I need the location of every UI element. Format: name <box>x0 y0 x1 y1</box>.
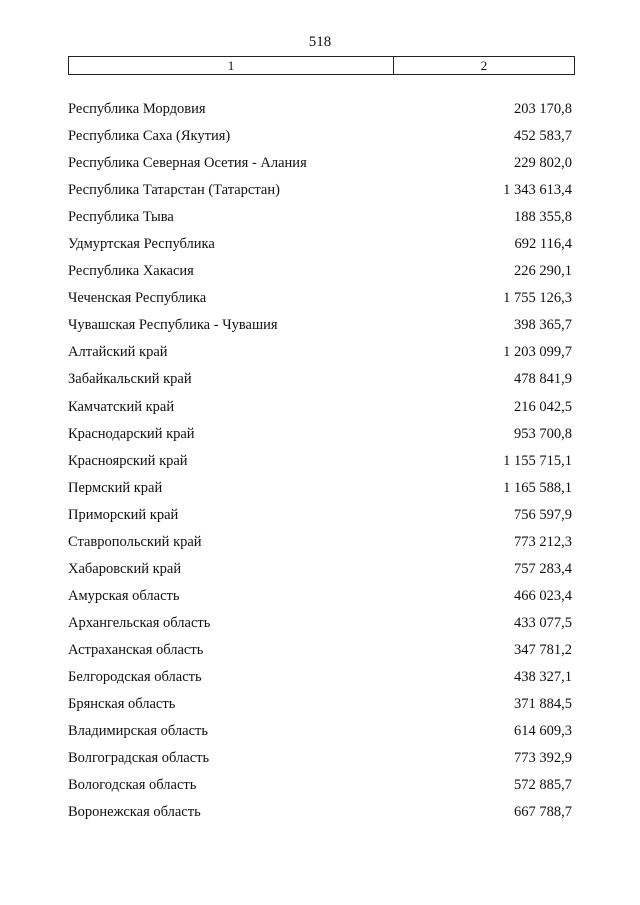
amount-value: 614 609,3 <box>514 723 572 740</box>
region-name: Камчатский край <box>68 398 175 415</box>
amount-value: 398 365,7 <box>514 317 572 334</box>
table-row <box>0 665 640 692</box>
table-row <box>0 367 640 394</box>
table-row <box>0 422 640 449</box>
amount-value: 452 583,7 <box>514 128 572 145</box>
amount-value: 1 343 613,4 <box>503 182 572 199</box>
amount-value: 216 042,5 <box>514 398 572 415</box>
amount-value: 773 392,9 <box>514 750 572 767</box>
amount-value: 756 597,9 <box>514 506 572 523</box>
table-row <box>0 503 640 530</box>
table-row <box>0 178 640 205</box>
amount-value: 438 327,1 <box>514 668 572 685</box>
table-row <box>0 449 640 476</box>
region-name: Чеченская Республика <box>68 290 207 307</box>
amount-value: 1 155 715,1 <box>503 452 572 469</box>
amount-value: 1 755 126,3 <box>503 290 572 307</box>
table-row <box>0 286 640 313</box>
region-name: Республика Мордовия <box>68 101 206 117</box>
region-name: Воронежская область <box>68 804 201 821</box>
region-name: Республика Хакасия <box>68 263 194 280</box>
table-row <box>0 719 640 746</box>
table-row <box>0 205 640 232</box>
region-name: Забайкальский край <box>68 371 192 388</box>
amount-value: 1 165 588,1 <box>503 479 572 496</box>
region-name: Брянская область <box>68 696 176 713</box>
table-row <box>0 611 640 638</box>
table-row <box>0 476 640 503</box>
table-row <box>0 259 640 286</box>
table-row <box>0 584 640 611</box>
table-row <box>0 692 640 719</box>
page-number: 518 <box>308 34 332 50</box>
amount-value: 773 212,3 <box>514 533 572 550</box>
region-name: Удмуртская Республика <box>68 236 215 253</box>
amount-value: 757 283,4 <box>514 560 572 577</box>
amount-value: 433 077,5 <box>514 614 572 631</box>
region-name: Архангельская область <box>68 614 211 631</box>
amount-value: 229 802,0 <box>514 155 572 172</box>
region-name: Ставропольский край <box>68 533 202 550</box>
table-row <box>0 557 640 584</box>
amount-value: 226 290,1 <box>514 263 572 280</box>
region-name: Республика Северная Осетия - Алания <box>68 155 307 172</box>
region-name: Краснодарский край <box>68 425 195 442</box>
amount-value: 347 781,2 <box>514 641 572 658</box>
table-row <box>0 773 640 800</box>
region-name: Владимирская область <box>68 723 208 740</box>
region-name: Алтайский край <box>68 344 168 361</box>
amount-value: 466 023,4 <box>514 587 572 604</box>
table-row <box>0 97 640 124</box>
amount-value: 667 788,7 <box>514 804 572 821</box>
header-column-1: 1 <box>69 57 394 74</box>
region-name: Чувашская Республика - Чувашия <box>68 317 278 334</box>
region-name: Хабаровский край <box>68 560 182 577</box>
amount-value: 572 885,7 <box>514 777 572 794</box>
region-name: Белгородская область <box>68 668 202 685</box>
region-name: Приморский край <box>68 506 179 523</box>
region-name: Волгоградская область <box>68 750 210 767</box>
region-name: Астраханская область <box>68 641 204 658</box>
table-row <box>0 800 640 827</box>
table-body <box>0 97 640 827</box>
region-name: Вологодская область <box>68 777 197 794</box>
table-row <box>0 340 640 367</box>
amount-value: 371 884,5 <box>514 696 572 713</box>
table-row <box>0 746 640 773</box>
region-name: Красноярский край <box>68 452 188 469</box>
amount-value: 188 355,8 <box>514 209 572 226</box>
amount-value: 953 700,8 <box>514 425 572 442</box>
header-column-2: 2 <box>480 57 488 73</box>
table-row <box>0 638 640 665</box>
table-row <box>0 124 640 151</box>
region-name: Пермский край <box>68 479 163 496</box>
table-row <box>0 395 640 422</box>
table-row <box>0 232 640 259</box>
region-name: Республика Тыва <box>68 209 174 226</box>
region-name: Амурская область <box>68 587 180 604</box>
amount-value: 1 203 099,7 <box>503 344 572 361</box>
table-header <box>68 56 575 75</box>
table-row <box>0 151 640 178</box>
table-row <box>0 313 640 340</box>
amount-value: 203 170,8 <box>514 101 572 117</box>
region-name: Республика Саха (Якутия) <box>68 128 231 145</box>
amount-value: 478 841,9 <box>514 371 572 388</box>
region-name: Республика Татарстан (Татарстан) <box>68 182 280 199</box>
amount-value: 692 116,4 <box>514 236 572 253</box>
table-row <box>0 530 640 557</box>
